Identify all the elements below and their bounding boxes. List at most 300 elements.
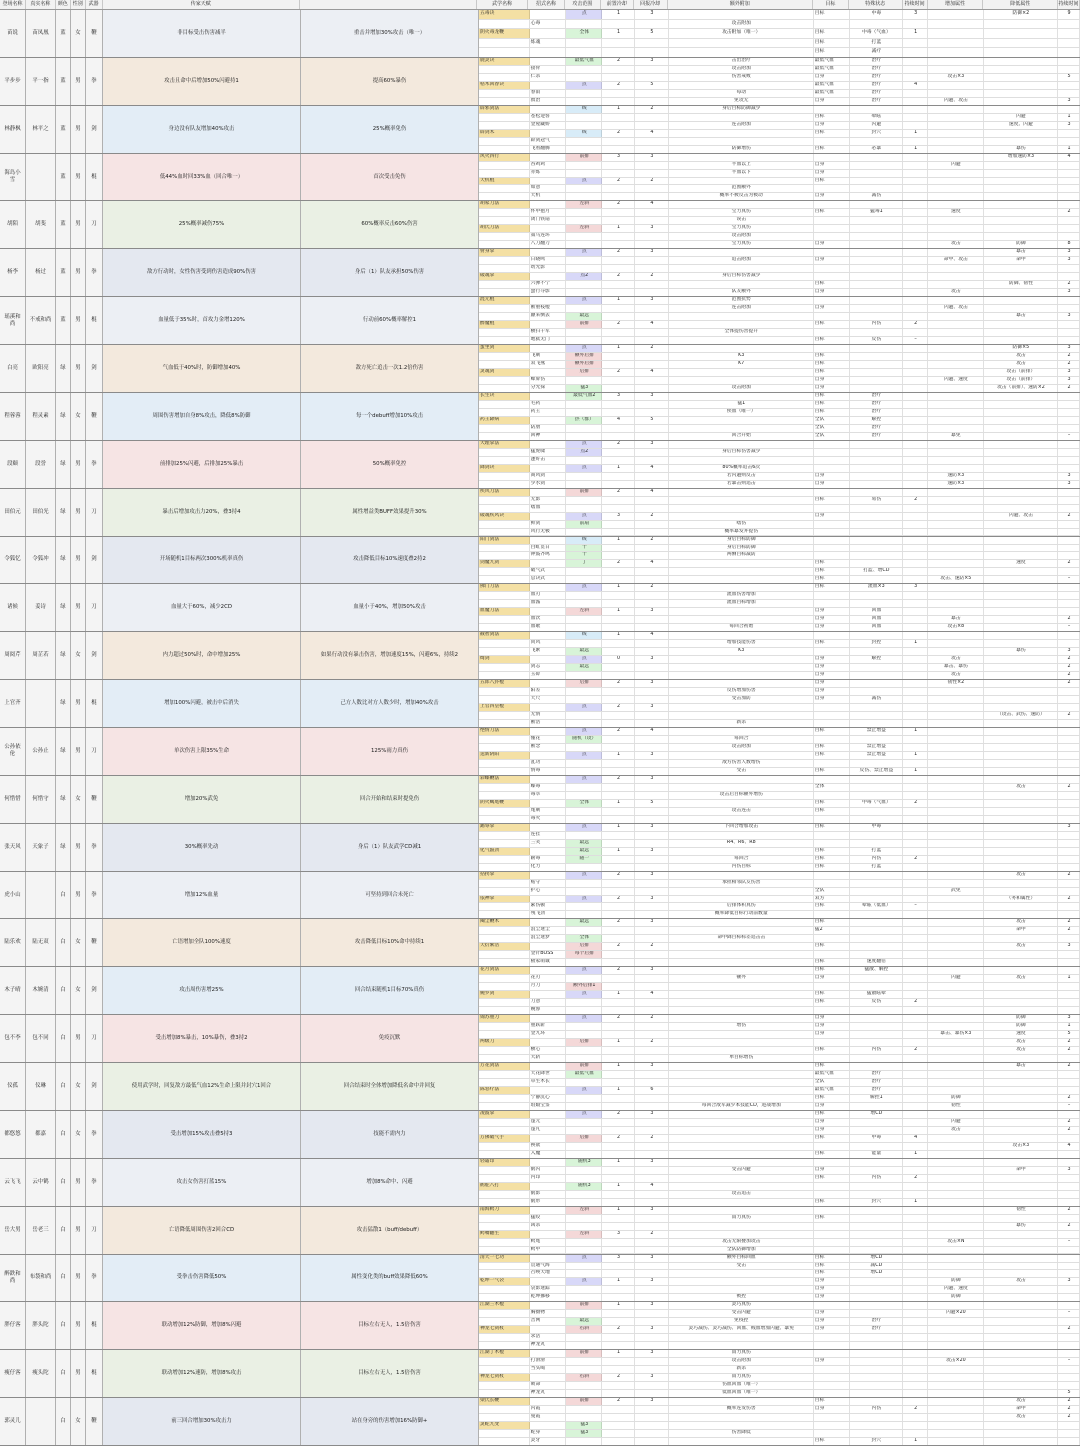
skill-d — [903, 425, 928, 432]
skill-c: 3 — [635, 1159, 669, 1166]
skill-m: 耐毒 — [530, 856, 567, 863]
skill-b — [984, 233, 1059, 240]
skill-t — [814, 217, 850, 224]
skill-row — [479, 672, 1080, 680]
skill-r — [566, 1023, 602, 1030]
skill-b — [984, 832, 1059, 839]
header-cell: 攻击范围 — [565, 0, 601, 9]
hero-talent1: 增加100%闪避，被击中后消失 — [103, 680, 301, 727]
skill-n: 2 — [1058, 1127, 1080, 1134]
skill-c — [635, 122, 669, 129]
hero-talent1: 30%概率先动 — [103, 824, 301, 871]
hero-color: 绿 — [56, 680, 71, 727]
skill-a — [928, 584, 984, 591]
skill-c — [635, 624, 669, 631]
hero-talent1: 受击增加15%攻击叠5持3 — [103, 1111, 301, 1158]
skill-st — [850, 560, 904, 567]
skill-a — [928, 1302, 984, 1309]
skill-x — [669, 1063, 814, 1070]
hero-real: 木婉清 — [26, 967, 56, 1014]
skill-m: 蛮行夺影 — [530, 289, 567, 296]
header-row — [0, 0, 1080, 10]
skill-b — [984, 1095, 1059, 1102]
skill-s — [479, 1191, 530, 1198]
skill-n — [1058, 1247, 1080, 1254]
skill-n: 8 — [1058, 241, 1080, 248]
skill-n: 2 — [1058, 872, 1080, 879]
skill-b: 暴伤 — [984, 146, 1059, 153]
skill-r: 猛3 — [566, 1430, 602, 1437]
skill-p — [602, 545, 635, 552]
skill-a: 武免 — [928, 888, 984, 895]
skill-a — [928, 1071, 984, 1078]
skill-n — [1058, 1430, 1080, 1437]
skill-t: 目标 — [814, 967, 850, 974]
skill-st: 减疗 — [850, 48, 904, 57]
skill-n: – — [1058, 1239, 1080, 1246]
skill-m: 风行无极 — [530, 529, 567, 536]
skill-a — [928, 999, 984, 1006]
skill-t — [814, 1342, 850, 1349]
skill-m — [530, 584, 567, 591]
skill-b — [984, 1111, 1059, 1118]
skill-s — [479, 473, 530, 480]
skill-s: 两级刀 — [479, 1039, 530, 1046]
hero-gender: 女 — [71, 10, 86, 57]
skill-c: 4 — [635, 465, 669, 472]
skill-s: 婉罗剑 — [479, 991, 530, 998]
skill-b — [984, 576, 1059, 583]
skill-d — [903, 880, 928, 887]
skill-m — [530, 1111, 567, 1118]
skill-p — [602, 170, 635, 177]
skill-d: 1 — [903, 146, 928, 153]
skill-p — [602, 1430, 635, 1437]
skill-t: 自身 — [814, 257, 850, 264]
skill-c — [635, 1031, 669, 1038]
skill-c — [635, 696, 669, 703]
skill-n — [1058, 552, 1080, 559]
skill-st: 解控 — [850, 656, 904, 663]
skill-s: 阴火蝎尾鞭 — [479, 800, 530, 807]
skill-r — [566, 1103, 602, 1110]
skill-t: 全体 — [814, 784, 850, 791]
skill-m: 贯通气海 — [530, 1263, 567, 1270]
skill-b — [984, 433, 1059, 440]
skill-c — [635, 505, 669, 512]
skill-t — [814, 1039, 850, 1046]
skill-c — [635, 975, 669, 982]
skill-b: 防御 — [984, 1015, 1059, 1022]
hero-talent1: 亡语降低周围伤害2回合CD — [103, 1207, 301, 1254]
skill-s: 彩蝶鞭法 — [479, 776, 530, 783]
skill-a — [928, 943, 984, 950]
skill-a — [928, 1023, 984, 1030]
skill-b — [984, 824, 1059, 831]
skill-n: – — [1058, 1310, 1080, 1317]
skill-st — [850, 249, 904, 256]
skill-c: 3 — [635, 776, 669, 783]
skill-p: 1 — [602, 824, 635, 831]
skill-n — [1058, 935, 1080, 942]
skill-t: 目标 — [814, 114, 850, 121]
skill-b — [984, 401, 1059, 408]
skill-b — [984, 704, 1059, 711]
skill-r: 点 — [566, 656, 602, 663]
skill-r — [566, 1191, 602, 1198]
skill-a — [928, 154, 984, 161]
skill-x: 新杀 — [669, 720, 814, 727]
skill-s — [479, 425, 530, 432]
hero-display: 张天风 — [0, 824, 26, 871]
skill-st: 封穴 — [850, 1438, 904, 1445]
skill-s — [479, 568, 530, 575]
skill-st — [850, 465, 904, 472]
skill-m: 双飞燕 — [530, 361, 567, 368]
skill-a — [928, 537, 984, 544]
skill-n — [1058, 584, 1080, 591]
skill-s — [479, 1358, 530, 1365]
skill-a — [928, 632, 984, 639]
skill-row — [479, 864, 1080, 872]
skill-s — [479, 1382, 530, 1389]
skill-st — [850, 1191, 904, 1198]
skill-st — [850, 225, 904, 232]
skill-t: 目标 — [814, 568, 850, 575]
skill-p — [602, 122, 635, 129]
hero-weapon: 刀 — [86, 728, 103, 775]
skill-m — [530, 919, 567, 926]
skill-d — [903, 888, 928, 895]
skill-b — [984, 39, 1059, 48]
skill-p — [602, 736, 635, 743]
skill-r: 前扇 — [566, 521, 602, 528]
skill-m — [530, 1039, 567, 1046]
skill-m — [530, 656, 567, 663]
skill-st: 治疗 — [850, 58, 904, 65]
skill-n — [1058, 20, 1080, 29]
skill-m — [530, 1015, 567, 1022]
skill-p — [602, 114, 635, 121]
skill-c — [635, 39, 669, 48]
skill-st — [850, 457, 904, 464]
skill-rows — [479, 537, 1080, 584]
skill-b: 防御 — [984, 241, 1059, 248]
skill-n — [1058, 66, 1080, 73]
skill-c — [635, 1390, 669, 1397]
skill-n — [1058, 808, 1080, 815]
skill-d — [903, 273, 928, 280]
skill-d — [903, 896, 928, 903]
skill-st — [850, 688, 904, 695]
skill-n: 3 — [1058, 345, 1080, 352]
skill-r — [566, 217, 602, 224]
hero-gender: 男 — [71, 1350, 86, 1397]
skill-st — [850, 552, 904, 559]
skill-t — [814, 138, 850, 145]
skill-a — [928, 465, 984, 472]
skill-t: 自身 — [814, 680, 850, 687]
skill-x: 若闪避则反击 — [669, 473, 814, 480]
skill-d — [903, 1087, 928, 1094]
skill-b — [984, 1422, 1059, 1429]
hero-talent1: 内力超过50%时，命中增加25% — [103, 632, 301, 679]
skill-st: 猛散眩晕 — [850, 991, 904, 998]
skill-s — [479, 265, 530, 272]
skill-row — [479, 1191, 1080, 1199]
skill-d — [903, 568, 928, 575]
hero-gender: 男 — [71, 537, 86, 584]
skill-row — [479, 1063, 1080, 1071]
skill-c — [635, 688, 669, 695]
skill-x: 概率降低目标行动前数量 — [669, 911, 814, 918]
hero-real: 令狐冲 — [26, 537, 56, 584]
skill-b: 暴击 — [984, 249, 1059, 256]
skill-c: 2 — [635, 273, 669, 280]
skill-c — [635, 521, 669, 528]
skill-r: 线 — [566, 106, 602, 113]
hero-real: 何惜守 — [26, 776, 56, 823]
skill-t: 目标 — [814, 1063, 850, 1070]
skill-c — [635, 1079, 669, 1086]
skill-s — [479, 1175, 530, 1182]
skill-p: 2 — [602, 58, 635, 65]
skill-m — [530, 680, 567, 687]
skill-s — [479, 927, 530, 934]
skill-n — [1058, 608, 1080, 615]
skill-b: 攻击 — [984, 784, 1059, 791]
skill-st — [850, 329, 904, 336]
skill-b: 攻击 — [984, 353, 1059, 360]
hero-weapon: 拳 — [86, 249, 103, 296]
skill-a: 防御 — [928, 1294, 984, 1301]
skill-p: 2 — [602, 967, 635, 974]
skill-a — [928, 1191, 984, 1198]
skill-b — [984, 98, 1059, 105]
hero-display: 令狐忆 — [0, 537, 26, 584]
skill-t — [814, 911, 850, 918]
skill-s — [479, 1127, 530, 1134]
skill-b — [984, 337, 1059, 344]
skill-m: 护心 — [530, 888, 567, 895]
skill-n — [1058, 393, 1080, 400]
skill-b — [984, 1215, 1059, 1222]
skill-b — [984, 768, 1059, 775]
skill-a — [928, 1422, 984, 1429]
skill-x: 范围额外 — [669, 185, 814, 192]
skill-x — [669, 1414, 814, 1421]
skill-x — [669, 154, 814, 161]
skill-c — [635, 1199, 669, 1206]
skill-n: 9 — [1058, 10, 1080, 19]
skill-p — [602, 951, 635, 958]
skill-st: 禁止增益 — [850, 752, 904, 759]
skill-d — [903, 872, 928, 879]
skill-st — [850, 1231, 904, 1238]
skill-p: 1 — [602, 632, 635, 639]
skill-m — [530, 800, 567, 807]
skill-p — [602, 768, 635, 775]
skill-n: 2 — [1058, 919, 1080, 926]
skill-m: 飞刺 — [530, 353, 567, 360]
skill-row — [479, 385, 1080, 393]
skill-b — [984, 680, 1059, 687]
skill-x — [669, 800, 814, 807]
skill-c: 4 — [635, 369, 669, 376]
skill-m: 怀中抱月 — [530, 209, 567, 216]
skill-p — [602, 90, 635, 97]
skill-p: 2 — [602, 680, 635, 687]
skill-p: 2 — [602, 1015, 635, 1022]
skill-st — [850, 377, 904, 384]
skill-d — [903, 257, 928, 264]
skill-d — [903, 688, 928, 695]
hero-real: 姜诗 — [26, 584, 56, 631]
hero-talent1: 增加20%武免 — [103, 776, 301, 823]
skill-x: 雨力真伤 — [669, 1215, 814, 1222]
skill-row — [479, 529, 1080, 537]
skill-st — [850, 441, 904, 448]
skill-c — [635, 162, 669, 169]
skill-b — [984, 1374, 1059, 1381]
hero-real: 包不同 — [26, 1015, 56, 1062]
hero-row — [0, 1111, 1080, 1159]
skill-d — [903, 154, 928, 161]
skill-p — [602, 927, 635, 934]
skill-m: 金屋藏娇 — [530, 122, 567, 129]
skill-d — [903, 552, 928, 559]
skill-r: 点 — [566, 704, 602, 711]
skill-r — [566, 576, 602, 583]
skill-c — [635, 1047, 669, 1054]
skill-row — [479, 584, 1080, 592]
skill-c — [635, 449, 669, 456]
skill-p — [602, 1071, 635, 1078]
skill-c — [635, 98, 669, 105]
skill-a — [928, 776, 984, 783]
skill-c — [635, 1342, 669, 1349]
skill-s — [479, 1103, 530, 1110]
skill-s — [479, 409, 530, 416]
skill-n: 2 — [1058, 385, 1080, 392]
skill-m — [530, 489, 567, 496]
header-cell: 增加属性 — [928, 0, 984, 9]
skill-n: 2 — [1058, 927, 1080, 934]
skill-row — [479, 927, 1080, 935]
skill-a: 速防×3 — [928, 473, 984, 480]
skill-x: 攻击无限叠加攻击 — [669, 1239, 814, 1246]
skill-p — [602, 409, 635, 416]
skill-row — [479, 776, 1080, 784]
skill-st: 晕眩（低血） — [850, 903, 904, 910]
skill-n — [1058, 991, 1080, 998]
skill-a: 韧性×2 — [928, 680, 984, 687]
skill-x: 雨力真伤 — [669, 1374, 814, 1381]
skill-t: 自身 — [814, 664, 850, 671]
skill-c: 2 — [635, 1135, 669, 1142]
skill-a — [928, 1143, 984, 1150]
skill-n: 2 — [1058, 656, 1080, 663]
header-cell: 性别 — [71, 0, 86, 9]
skill-c: 2 — [635, 1015, 669, 1022]
skill-r: 最远 — [566, 648, 602, 655]
skill-n — [1058, 193, 1080, 200]
skill-p: 2 — [602, 919, 635, 926]
skill-t: 目标 — [814, 919, 850, 926]
skill-p — [602, 233, 635, 240]
skill-r — [566, 257, 602, 264]
skill-r — [566, 688, 602, 695]
skill-d — [903, 1159, 928, 1166]
skill-n: 3 — [1058, 313, 1080, 320]
skill-s — [479, 1023, 530, 1030]
skill-m — [530, 1135, 567, 1142]
skill-b: 攻击 — [984, 361, 1059, 368]
skill-x — [669, 425, 814, 432]
skill-x: 攻击追击 — [669, 1191, 814, 1198]
skill-t: 目标 — [814, 361, 850, 368]
skill-n: 2 — [1058, 680, 1080, 687]
skill-r — [566, 1167, 602, 1174]
skill-x: 新杀 — [669, 1366, 814, 1373]
skill-c: 4 — [635, 321, 669, 328]
skill-t: 自身 — [814, 1103, 850, 1110]
hero-row — [0, 201, 1080, 249]
skill-d — [903, 58, 928, 65]
skill-s — [479, 305, 530, 312]
skill-st — [850, 1398, 904, 1405]
skill-r: 前排 — [566, 321, 602, 328]
skill-x: 免攻无 — [669, 98, 814, 105]
skill-row — [479, 1414, 1080, 1422]
skill-b — [984, 305, 1059, 312]
skill-c: 5 — [635, 417, 669, 424]
skill-st — [850, 1294, 904, 1301]
hero-weapon: 刀 — [86, 201, 103, 248]
skill-row — [479, 808, 1080, 816]
skill-d — [903, 1342, 928, 1349]
skill-c — [635, 233, 669, 240]
skill-rows — [479, 1015, 1080, 1062]
hero-gender: 女 — [71, 776, 86, 823]
skill-n — [1058, 728, 1080, 735]
skill-m: 横扫千军 — [530, 329, 567, 336]
skill-s: 梁氏长鞭 — [479, 1398, 530, 1405]
skill-p — [602, 1047, 635, 1054]
skill-c — [635, 1366, 669, 1373]
skill-row — [479, 888, 1080, 896]
skill-m — [530, 967, 567, 974]
skill-m: 嗜血 — [530, 505, 567, 512]
skill-t — [814, 880, 850, 887]
skill-m: 鹤闪 — [530, 1167, 567, 1174]
skill-r — [566, 1247, 602, 1254]
skill-c: 3 — [635, 249, 669, 256]
skill-a — [928, 951, 984, 958]
hero-row — [0, 728, 1080, 776]
skill-s: 拈拐掌 — [479, 872, 530, 879]
skill-row — [479, 1127, 1080, 1135]
skill-r — [566, 1382, 602, 1389]
skill-c — [635, 48, 669, 57]
skill-t — [814, 465, 850, 472]
skill-n: 2 — [1058, 1207, 1080, 1214]
skill-c — [635, 1270, 669, 1277]
hero-weapon: 鞭 — [86, 1398, 103, 1445]
skill-n — [1058, 170, 1080, 177]
skill-a — [928, 911, 984, 918]
skill-c — [635, 1318, 669, 1325]
